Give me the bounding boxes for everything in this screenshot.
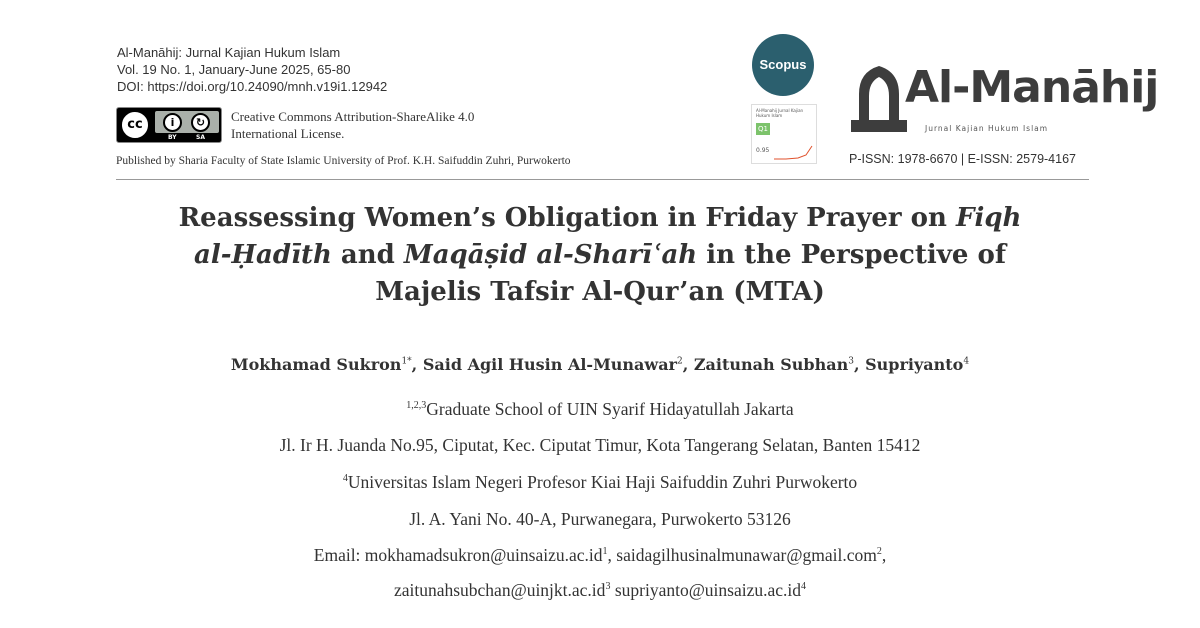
journal-logo-text: Al-Manāhij [905, 62, 1159, 113]
email-address[interactable]: supriyanto@uinsaizu.ac.id [614, 580, 802, 600]
title-part: in the Perspective of [697, 240, 1007, 270]
journal-logo-subtitle: Jurnal Kajian Hukum Islam [925, 124, 1049, 133]
scopus-quartile-card[interactable] [751, 104, 817, 164]
scopus-card-title: Al-Manahij Jurnal Kajian Hukum Islam [756, 108, 804, 118]
license-line-1: Creative Commons Attribution-ShareAlike 4.0 [231, 109, 475, 124]
title-part: Majelis Tafsir Al-Qur’an (MTA) [375, 277, 825, 307]
quartile-badge: Q1 [756, 123, 770, 135]
email-address[interactable]: zaitunahsubchan@uinjkt.ac.id [393, 580, 606, 600]
affiliation-sup: 4 [342, 473, 348, 485]
author-sup: 2 [676, 356, 683, 367]
author-name: Supriyanto [865, 355, 964, 374]
address-2: Jl. A. Yani No. 40-A, Purwanegara, Purwokerto 53126 [409, 509, 791, 529]
title-italic: Fiqh [955, 203, 1022, 233]
sa-label: SA [196, 134, 205, 141]
scopus-score: 0.95 [756, 147, 770, 154]
email-sup: 4 [801, 581, 807, 593]
journal-info [117, 44, 717, 95]
mosque-logo-icon [851, 62, 907, 136]
volume-info: Vol. 19 No. 1, January-June 2025, 65-80 [117, 62, 351, 77]
email-line-1: Email: $mokhamadsukron@uinsaizu.ac.id^1$, saidagilhusinalmunawar@gmail.com$^2$, [313, 545, 887, 565]
cc-icon: cc [120, 110, 150, 140]
cc-license-badge[interactable] [116, 107, 222, 143]
by-person-icon: i [163, 113, 182, 132]
author-name: Zaitunah Subhan [693, 355, 849, 374]
email-sup: 1 [602, 546, 608, 558]
doi-link[interactable]: DOI: https://doi.org/10.24090/mnh.v19i1.12942 [117, 79, 388, 94]
author-sup: 3 [848, 356, 854, 367]
author-sup: 1* [401, 356, 412, 367]
publisher-line: Published by Sharia Faculty of State Islamic University of Prof. K.H. Saifuddin Zuhri, Purwokerto [116, 155, 571, 167]
header-divider [116, 179, 1089, 180]
sa-share-icon: ↻ [191, 113, 210, 132]
author-sup: 4 [963, 356, 970, 367]
affiliation-name: Universitas Islam Negeri Profesor Kiai Haji Saifuddin Zuhri Purwokerto [347, 472, 858, 492]
title-part: and [331, 240, 404, 270]
affiliation-sup: 1,2,3 [406, 400, 427, 412]
title-part: Reassessing Women’s Obligation in Friday Prayer on [178, 203, 956, 233]
journal-name: Al-Manāhij: Jurnal Kajian Hukum Islam [117, 45, 341, 60]
address-1: Jl. Ir H. Juanda No.95, Ciputat, Kec. Ciputat Timur, Kota Tangerang Selatan, Banten 15412 [279, 435, 921, 455]
by-label: BY [168, 134, 177, 141]
email-address[interactable]: mokhamadsukron@uinsaizu.ac.id [364, 545, 603, 565]
license-line-2: International License. [231, 126, 345, 141]
article-title [150, 200, 1050, 311]
email-label: Email: [313, 545, 365, 565]
email-line-2 [150, 580, 1050, 601]
title-italic: Maqāṣid al-Sharīʿah [403, 240, 698, 270]
author-name: Said Agil Husin Al-Munawar [422, 355, 677, 374]
author-list: Mokhamad Sukron$^{1*}$, Said Agil Husin Al-Munawar$^2$, Zaitunah Subhan$^3$, Supriyanto$^4$ [230, 355, 970, 374]
affiliation-name: Graduate School of UIN Syarif Hidayatullah Jakarta [426, 399, 794, 419]
author-name: Mokhamad Sukron [230, 355, 402, 374]
email-address[interactable]: saidagilhusinalmunawar@gmail.com [616, 545, 877, 565]
trend-line-icon [774, 143, 814, 161]
title-italic: al-Ḥadīth [193, 240, 332, 270]
issn-line: P-ISSN: 1978-6670 | E-ISSN: 2579-4167 [849, 152, 1076, 166]
scopus-logo[interactable]: Scopus [752, 34, 814, 96]
affiliation-2 [150, 472, 1050, 493]
license-text [231, 108, 551, 142]
affiliation-1 [150, 399, 1050, 420]
email-sup: 3 [605, 581, 611, 593]
email-sup: 2 [876, 546, 882, 558]
